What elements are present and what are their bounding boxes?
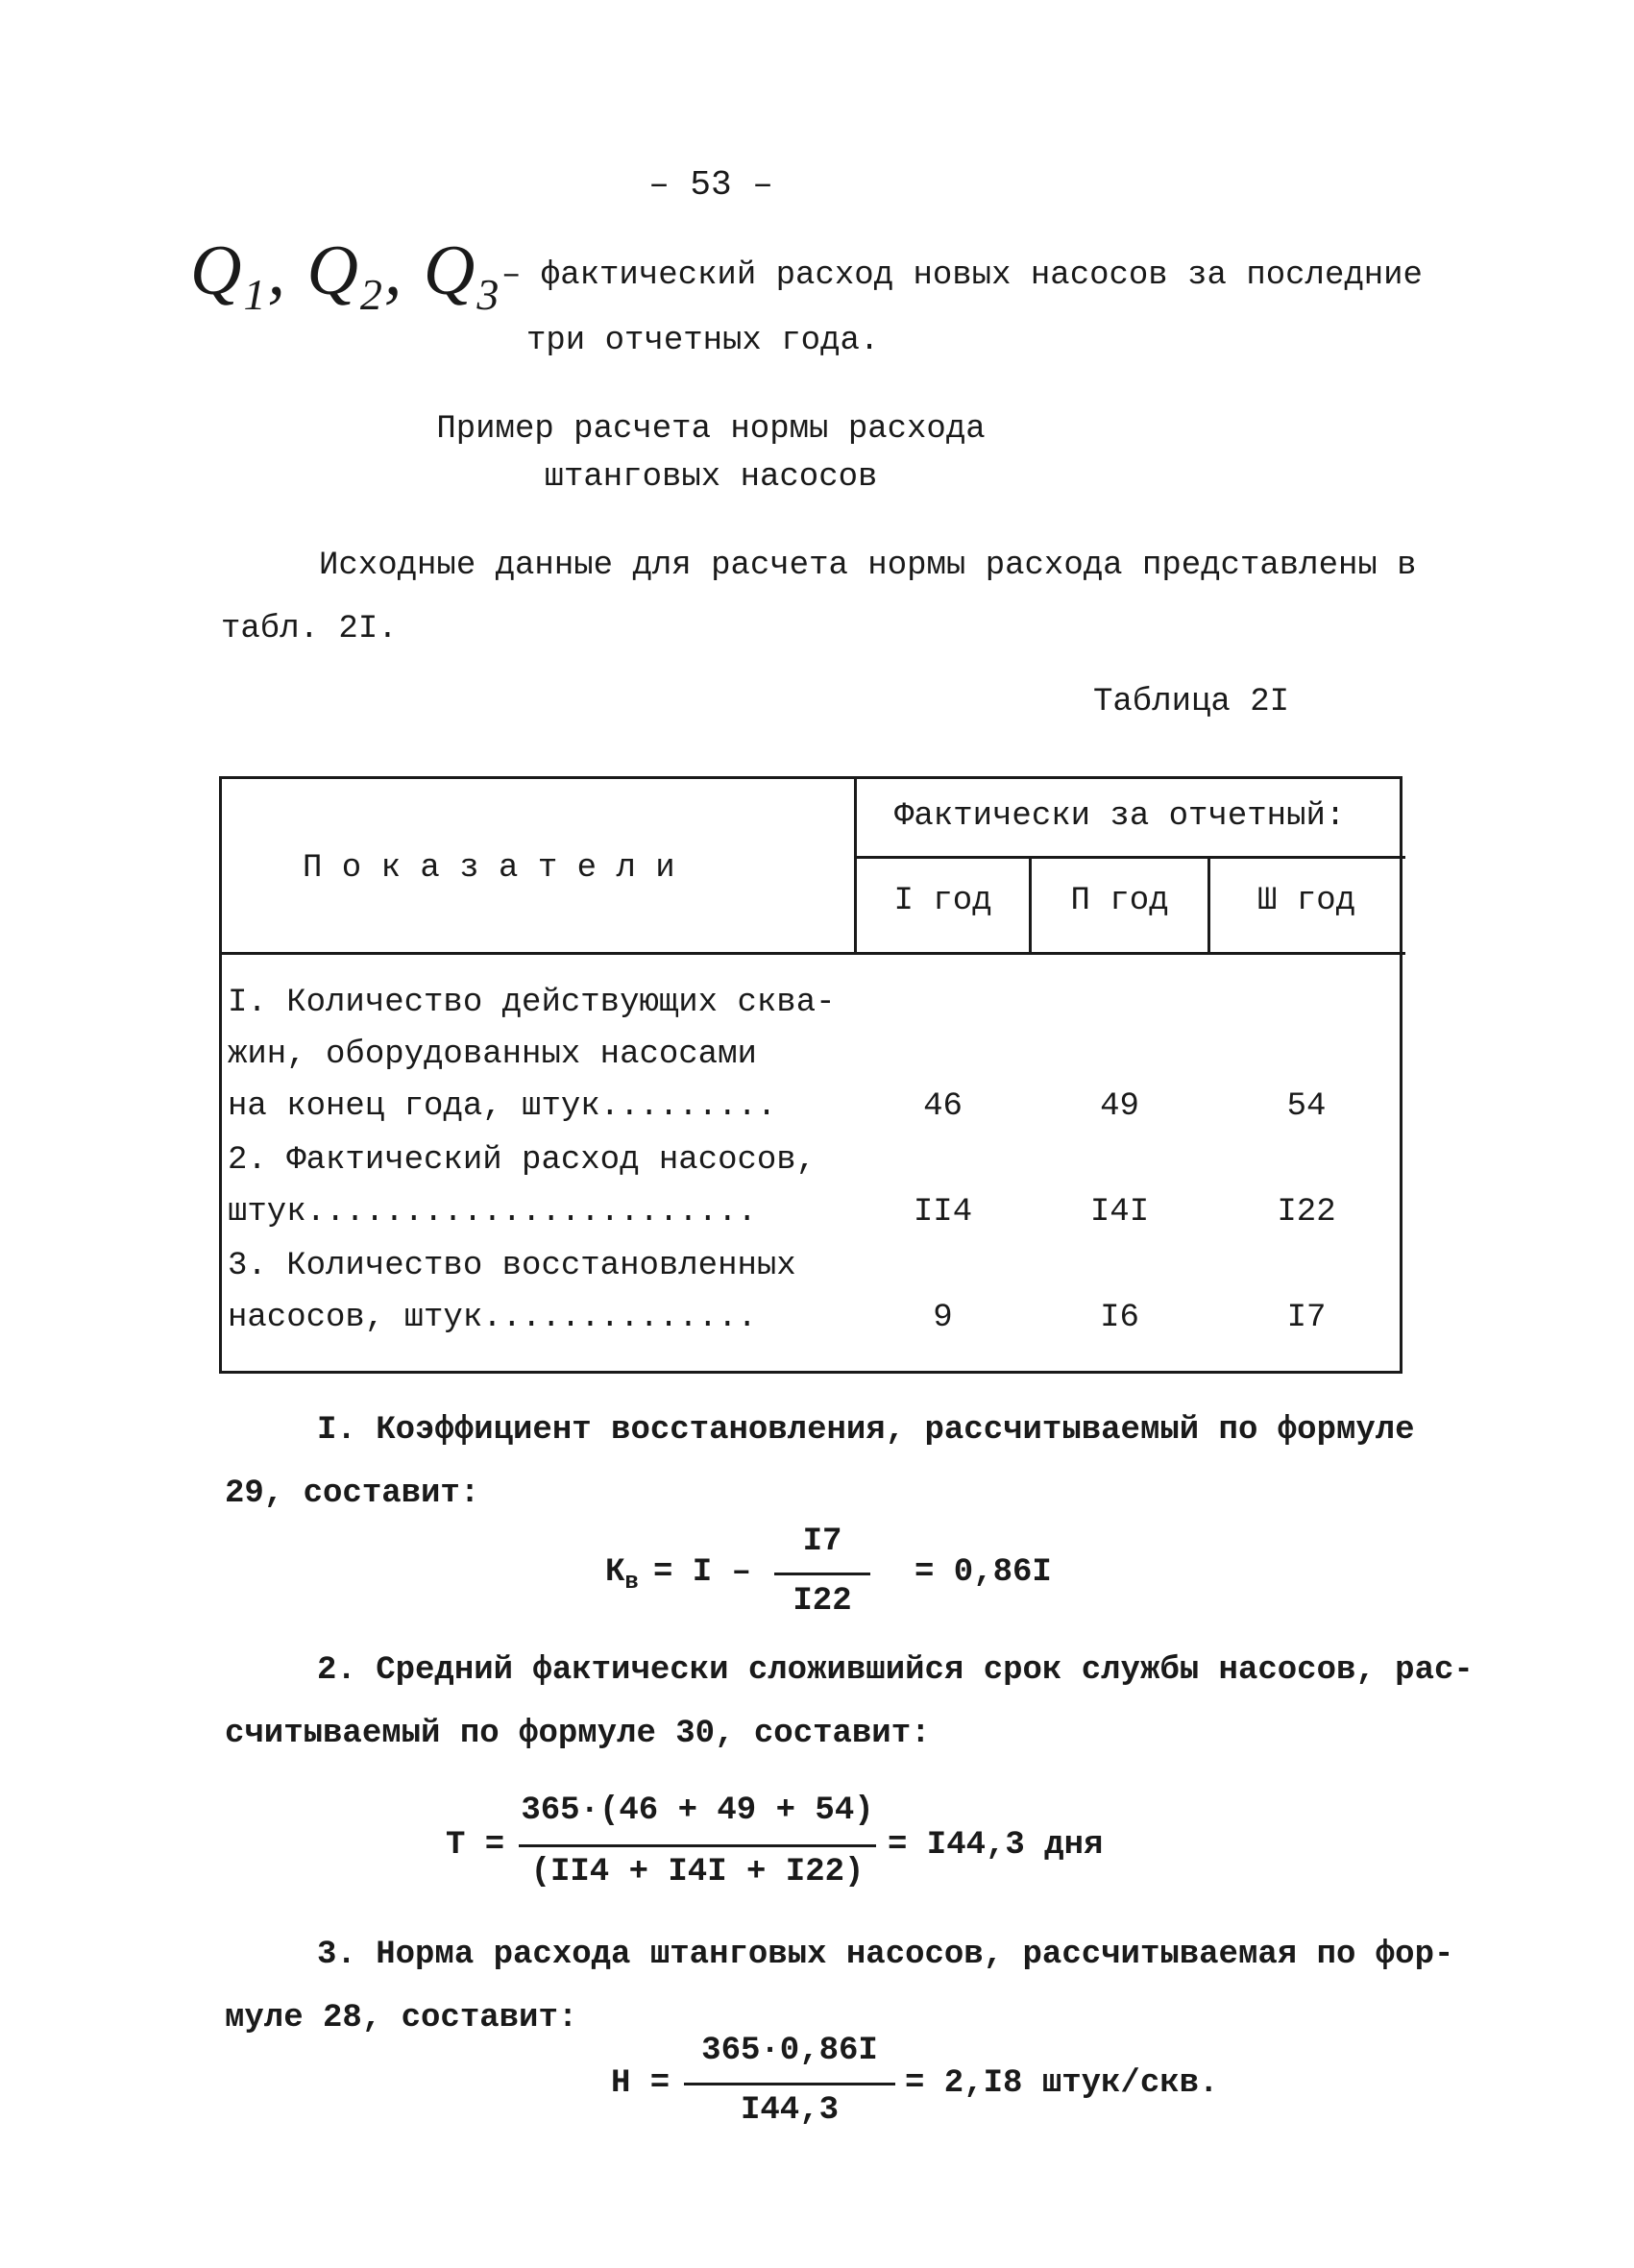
formula-2-lhs: Т = bbox=[446, 1827, 505, 1864]
step-3-text-line-1: 3. Норма расхода штанговых насосов, рассчитываемая по фор- bbox=[317, 1937, 1454, 1973]
formula-1-result: = 0,86I bbox=[915, 1554, 1052, 1591]
row-3-value-year-1: 9 bbox=[933, 1300, 953, 1336]
formula-3-fraction-bar bbox=[684, 2083, 895, 2085]
table-divider-horizontal-header bbox=[222, 952, 1405, 955]
q-symbols: $Q_1$, $Q_2$, $Q_3$ bbox=[190, 232, 501, 319]
row-3-label-line-1: 3. Количество восстановленных bbox=[228, 1248, 796, 1284]
data-table bbox=[219, 776, 1402, 1374]
table-header-group: Фактически за отчетный: bbox=[894, 798, 1346, 835]
formula-1-lhs: $К_в$ bbox=[605, 1554, 639, 1596]
q2-symbol: $Q_2$ bbox=[306, 232, 384, 319]
formula-3-denominator: I44,3 bbox=[740, 2092, 840, 2129]
row-2-value-year-3: I22 bbox=[1277, 1194, 1336, 1231]
formula-3-numerator: 365·0,86I bbox=[701, 2033, 878, 2069]
table-header-indicators: П о к а з а т е л и bbox=[303, 850, 675, 887]
formula-2-numerator: 365·(46 + 49 + 54) bbox=[521, 1792, 874, 1829]
formula-1-denominator: I22 bbox=[793, 1583, 852, 1620]
formula-1-fraction-bar bbox=[774, 1573, 870, 1575]
intro-line-2: табл. 2I. bbox=[221, 611, 398, 647]
page-number: – 53 – bbox=[648, 165, 773, 205]
q1-symbol: $Q_1$ bbox=[190, 232, 268, 319]
row-1-label-line-3: на конец года, штук......... bbox=[228, 1088, 777, 1125]
row-1-value-year-1: 46 bbox=[923, 1088, 963, 1125]
definition-line-1: – фактический расход новых насосов за последние bbox=[501, 257, 1423, 294]
formula-3-lhs: Н = bbox=[611, 2065, 671, 2102]
formula-2-result: = I44,3 дня bbox=[888, 1827, 1104, 1864]
row-2-value-year-2: I4I bbox=[1089, 1194, 1150, 1231]
row-1-value-year-2: 49 bbox=[1100, 1088, 1139, 1125]
row-1-label-line-1: I. Количество действующих сква- bbox=[228, 985, 836, 1021]
definition-line-2: три отчетных года. bbox=[526, 323, 880, 359]
row-2-label-line-2: штук....................... bbox=[228, 1194, 757, 1231]
table-divider-vertical-main bbox=[854, 779, 857, 952]
table-divider-horizontal-group bbox=[854, 856, 1405, 859]
row-3-value-year-3: I7 bbox=[1286, 1300, 1327, 1336]
formula-2 bbox=[446, 1792, 1157, 1898]
row-1-label-line-2: жин, оборудованных насосами bbox=[228, 1036, 757, 1073]
formula-1 bbox=[605, 1524, 1105, 1629]
row-3-label-line-2: насосов, штук.............. bbox=[228, 1300, 757, 1336]
row-2-value-year-1: II4 bbox=[913, 1194, 973, 1231]
table-header-year-1: I год bbox=[893, 883, 992, 919]
formula-1-equals-one-minus: = I – bbox=[653, 1554, 752, 1591]
table-caption: Таблица 2I bbox=[1093, 684, 1290, 720]
formula-1-numerator: I7 bbox=[802, 1524, 842, 1560]
row-2-label-line-1: 2. Фактический расход насосов, bbox=[228, 1142, 817, 1179]
formula-2-fraction-bar bbox=[519, 1844, 876, 1847]
formula-3-result: = 2,I8 штук/скв. bbox=[905, 2065, 1219, 2102]
section-heading-line-2: штанговых насосов bbox=[544, 459, 878, 496]
step-1-text-line-1: I. Коэффициент восстановления, рассчитываемый по формуле bbox=[317, 1412, 1415, 1449]
q3-symbol: $Q_3$ bbox=[423, 232, 501, 319]
row-3-value-year-2: I6 bbox=[1100, 1300, 1139, 1336]
intro-line-1: Исходные данные для расчета нормы расхода представлены в bbox=[319, 548, 1417, 584]
table-header-year-3: Ш год bbox=[1256, 883, 1356, 919]
section-heading-line-1: Пример расчета нормы расхода bbox=[436, 411, 986, 448]
step-2-text-line-1: 2. Средний фактически сложившийся срок службы насосов, рас- bbox=[317, 1652, 1474, 1689]
formula-3 bbox=[611, 2033, 1226, 2138]
step-1-text-line-2: 29, составит: bbox=[225, 1475, 480, 1512]
step-3-text-line-2: муле 28, составит: bbox=[225, 2000, 578, 2036]
formula-2-denominator: (II4 + I4I + I22) bbox=[530, 1854, 865, 1890]
step-2-text-line-2: считываемый по формуле 30, составит: bbox=[225, 1716, 931, 1752]
table-header-year-2: П год bbox=[1070, 883, 1169, 919]
row-1-value-year-3: 54 bbox=[1286, 1088, 1327, 1125]
